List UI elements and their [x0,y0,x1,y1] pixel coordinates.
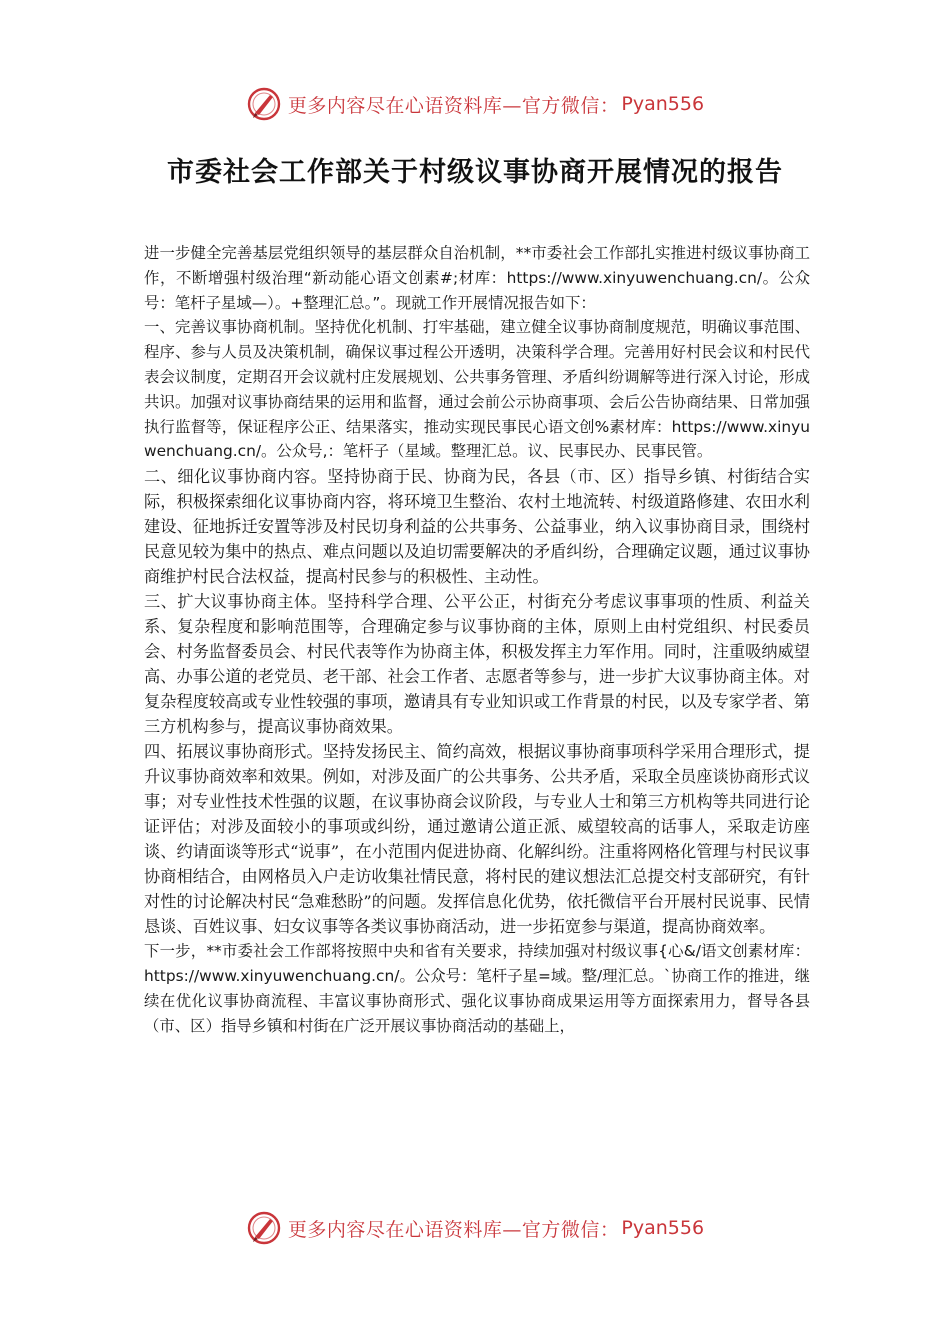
banner-wechat-handle: Pyan556 [621,1217,705,1239]
paragraph-section-3: 三、扩大议事协商主体。坚持科学合理、公平公正，村街充分考虑议事事项的性质、利益关系、复杂程度和影响范围等，合理确定参与议事协商的主体，原则上由村党组织、村民委员会、村务监督委员会、村民代表等作为协商主体，积极发挥主力军作用。同时，注重吸纳威望高、办事公道的老党员、老干部、社会工作者、志愿者等参与，进一步扩大议事协商主体。对复杂程度较高或专业性较强的事项，邀请具有专业知识或工作背景的村民，以及专家学者、第三方机构参与，提高议事协商效果。 [144,592,810,737]
paragraph-section-2: 二、细化议事协商内容。坚持协商于民、协商为民，各县（市、区）指导乡镇、村街结合实际，积极探索细化议事协商内容，将环境卫生整治、农村土地流转、村级道路修建、农田水利建设、征地拆迁安置等涉及村民切身利益的公共事务、公益事业，纳入议事协商目录，围绕村民意见较为集中的热点、难点问题以及迫切需要解决的矛盾纠纷，合理确定议题，通过议事协商维护村民合法权益，提高村民参与的积极性、主动性。 [144,467,810,587]
banner-wechat-handle: Pyan556 [621,93,705,115]
banner-text: 更多内容尽在心语资料库—官方微信： [287,1218,620,1241]
footer-watermark-banner [0,1206,950,1250]
brush-logo-icon [246,86,282,122]
brush-logo-icon [246,1210,282,1246]
paragraph-next-steps: 下一步，**市委社会工作部将按照中央和省有关要求，持续加强对村级议事{心&/语文创素材库：https://www.xinyuwenchuang.cn/。公众号：笔杆子星=域。整/理汇总。`协商工作的推进，继续在优化议事协商流程、丰富议事协商形式、强化议事协商成果运用等方面探索用力，督导各县（市、区）指导乡镇和村街在广泛开展议事协商活动的基础上， [144,942,810,1035]
document-body [144,241,810,1038]
paragraph-section-1: 一、完善议事协商机制。坚持优化机制、打牢基础，建立健全议事协商制度规范，明确议事范围、程序、参与人员及决策机制，确保议事过程公开透明，决策科学合理。完善用好村民会议和村民代表会议制度，定期召开会议就村庄发展规划、公共事务管理、矛盾纠纷调解等进行深入讨论，形成共识。加强对议事协商结果的运用和监督，通过会前公示协商事项、会后公告协商结果、日常加强执行监督等，保证程序公正、结果落实，推动实现民事民心语文创%素材库：https://www.xinyuwenchuang.cn/。公众号,：笔杆子（星域。整理汇总。议、民事民办、民事民管。 [144,318,810,461]
document-title: 市委社会工作部关于村级议事协商开展情况的报告 [167,157,783,188]
header-watermark-banner [0,82,950,126]
paragraph-section-4: 四、拓展议事协商形式。坚持发扬民主、简约高效，根据议事协商事项科学采用合理形式，提升议事协商效率和效果。例如，对涉及面广的公共事务、公共矛盾，采取全员座谈协商形式议事；对专业性技术性强的议题，在议事协商会议阶段，与专业人士和第三方机构等共同进行论证评估；对涉及面较小的事项或纠纷，通过邀请公道正派、威望较高的话事人，采取走访座谈、约请面谈等形式“说事”，在小范围内促进协商、化解纠纷。注重将网格化管理与村民议事协商相结合，由网格员入户走访收集社情民意，将村民的建议想法汇总提交村支部研究，有针对性的讨论解决村民“急难愁盼”的问题。发挥信息化优势，依托微信平台开展村民说事、民情恳谈、百姓议事、妇女议事等各类议事协商活动，进一步拓宽参与渠道，提高协商效率。 [144,742,810,937]
banner-text: 更多内容尽在心语资料库—官方微信： [287,94,620,117]
paragraph-intro: 进一步健全完善基层党组织领导的基层群众自治机制，**市委社会工作部扎实推进村级议事协商工作，不断增强村级治理“新动能心语文创素#;材库：https://www.xinyuwenchuang.cn/。公众号：笔杆子星域—）。+整理汇总。”。现就工作开展情况报告如下： [144,244,810,312]
